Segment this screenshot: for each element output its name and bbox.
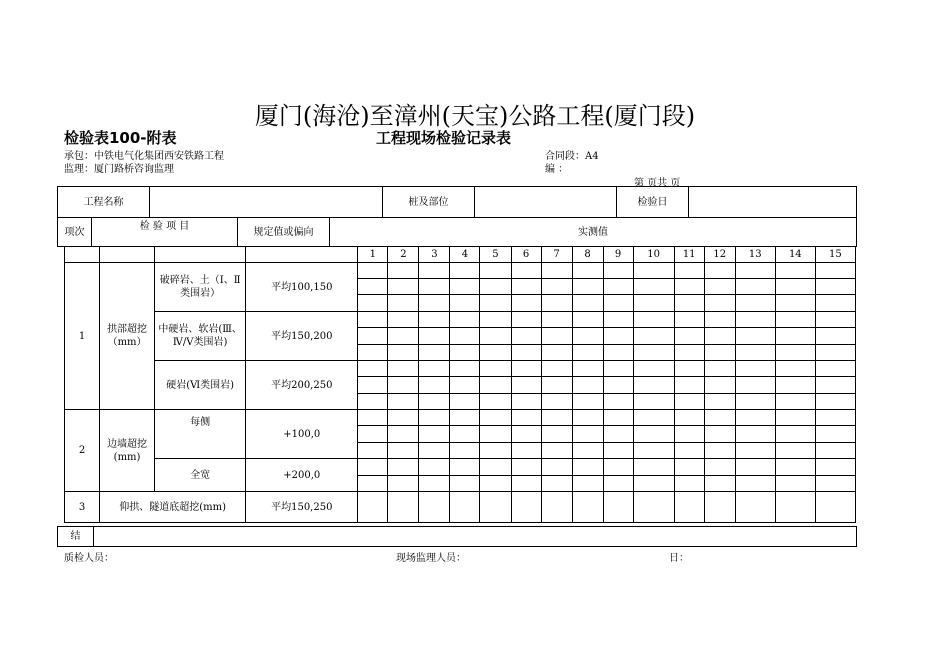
measurement-cell[interactable]: [674, 459, 704, 476]
measurement-cell[interactable]: [775, 410, 815, 426]
measurement-cell[interactable]: [388, 426, 419, 443]
measurement-cell[interactable]: [674, 426, 704, 443]
measurement-cell[interactable]: [815, 312, 855, 328]
measurement-cell[interactable]: [674, 263, 704, 279]
measurement-cell[interactable]: [572, 426, 603, 443]
item-3-name: 仰拱、隧道底超挖(mm): [100, 492, 246, 523]
project-name-label: 工程名称: [58, 187, 150, 218]
item-2-sub-2: 全宽: [155, 459, 246, 492]
measurement-cell[interactable]: [388, 394, 419, 410]
measure-col-header: 3: [419, 247, 450, 263]
measurement-cell[interactable]: [358, 328, 388, 345]
measurement-cell[interactable]: [775, 345, 815, 361]
inspection-date-label: 检验日: [617, 187, 689, 218]
measurement-cell[interactable]: [735, 345, 775, 361]
measurement-cell[interactable]: [388, 410, 419, 426]
measurement-cell[interactable]: [541, 328, 572, 345]
measurement-cell[interactable]: [572, 443, 603, 459]
measurement-cell[interactable]: [572, 476, 603, 492]
col-spec: 规定值或偏向: [238, 218, 330, 247]
measurement-cell[interactable]: [815, 459, 855, 476]
measurement-cell[interactable]: [633, 394, 674, 410]
measure-col-header: 12: [704, 247, 735, 263]
measurement-cell[interactable]: [775, 492, 815, 523]
measurement-cell[interactable]: [450, 279, 480, 295]
measurement-cell[interactable]: [419, 328, 450, 345]
measurement-cell[interactable]: [633, 410, 674, 426]
measurement-cell[interactable]: [388, 312, 419, 328]
measurement-cell[interactable]: [572, 459, 603, 476]
measurement-cell[interactable]: [704, 410, 735, 426]
measurement-cell[interactable]: [704, 443, 735, 459]
measurement-cell[interactable]: [358, 295, 388, 312]
measurement-cell[interactable]: [572, 394, 603, 410]
measurement-cell[interactable]: [735, 377, 775, 394]
measurement-cell[interactable]: [704, 328, 735, 345]
measure-col-header: 2: [388, 247, 419, 263]
item-2-no: 2: [65, 410, 100, 492]
measurement-cell[interactable]: [358, 312, 388, 328]
measurement-cell[interactable]: [358, 377, 388, 394]
conclusion-label: 结: [58, 527, 94, 547]
measurement-cell[interactable]: [419, 492, 450, 523]
measurement-cell[interactable]: [603, 459, 633, 476]
measurement-cell[interactable]: [572, 492, 603, 523]
measurement-cell[interactable]: [633, 492, 674, 523]
measurement-cell[interactable]: [541, 377, 572, 394]
measurement-cell[interactable]: [419, 426, 450, 443]
measure-col-header: 14: [775, 247, 815, 263]
measurement-cell[interactable]: [419, 345, 450, 361]
measurement-cell[interactable]: [674, 361, 704, 377]
measurement-cell[interactable]: [775, 328, 815, 345]
measurement-cell[interactable]: [633, 263, 674, 279]
measurement-cell[interactable]: [388, 345, 419, 361]
measurement-cell[interactable]: [704, 394, 735, 410]
measurement-cell[interactable]: [511, 394, 541, 410]
measurement-cell[interactable]: [674, 410, 704, 426]
document-title: 厦门(海沧)至漳州(天宝)公路工程(厦门段): [254, 102, 696, 130]
measurement-cell[interactable]: [450, 263, 480, 279]
col-measured: 实测值: [330, 218, 857, 247]
measure-col-header: 5: [480, 247, 511, 263]
measurement-cell[interactable]: [480, 492, 511, 523]
measurement-cell[interactable]: [704, 312, 735, 328]
measurement-cell[interactable]: [815, 394, 855, 410]
measurement-cell[interactable]: [815, 443, 855, 459]
measurement-cell[interactable]: [603, 328, 633, 345]
measurement-cell[interactable]: [541, 361, 572, 377]
measurement-cell[interactable]: [480, 476, 511, 492]
measurement-cell[interactable]: [603, 312, 633, 328]
measurement-cell[interactable]: [735, 263, 775, 279]
measurement-cell[interactable]: [419, 394, 450, 410]
measurement-cell[interactable]: [511, 443, 541, 459]
measurement-cell[interactable]: [541, 394, 572, 410]
measurement-cell[interactable]: [480, 377, 511, 394]
station-field[interactable]: [475, 187, 617, 218]
measurement-cell[interactable]: [572, 345, 603, 361]
measurement-cell[interactable]: [388, 279, 419, 295]
measurement-cell[interactable]: [704, 279, 735, 295]
measurement-cell[interactable]: [775, 279, 815, 295]
measurement-cell[interactable]: [419, 377, 450, 394]
measurement-cell[interactable]: [775, 426, 815, 443]
measurement-cell[interactable]: [633, 377, 674, 394]
measurement-cell[interactable]: [775, 377, 815, 394]
item-1-name: 拱部超挖（mm）: [100, 263, 155, 410]
measurement-cell[interactable]: [388, 328, 419, 345]
measurement-cell[interactable]: [388, 492, 419, 523]
item-1-sub-2: 中硬岩、软岩(Ⅲ、Ⅳ/V类围岩): [155, 312, 246, 361]
info-table: [57, 186, 857, 218]
measurement-cell[interactable]: [603, 377, 633, 394]
measure-col-header: 10: [633, 247, 674, 263]
measurement-cell[interactable]: [511, 345, 541, 361]
measurement-cell[interactable]: [419, 263, 450, 279]
item-1-no: 1: [65, 263, 100, 410]
item-2-sub-2-spec: +200,0: [246, 459, 358, 492]
supervisor-line: 监理：厦门路桥咨询监理: [64, 164, 174, 175]
measurement-cell[interactable]: [388, 443, 419, 459]
measurement-cell[interactable]: [735, 295, 775, 312]
measurement-cell[interactable]: [388, 377, 419, 394]
measurement-cell[interactable]: [735, 492, 775, 523]
measurement-cell[interactable]: [388, 476, 419, 492]
measurement-cell[interactable]: [419, 410, 450, 426]
measurement-cell[interactable]: [450, 476, 480, 492]
measurement-cell[interactable]: [541, 410, 572, 426]
measurement-cell[interactable]: [480, 426, 511, 443]
measurement-cell[interactable]: [541, 312, 572, 328]
measurement-cell[interactable]: [388, 295, 419, 312]
measurement-cell[interactable]: [735, 394, 775, 410]
measurement-cell[interactable]: [633, 312, 674, 328]
serial-number: 编 ：: [545, 164, 569, 175]
measure-col-header: 1: [358, 247, 388, 263]
measurement-cell[interactable]: [358, 459, 388, 476]
measurement-cell[interactable]: [815, 295, 855, 312]
measurement-cell[interactable]: [775, 476, 815, 492]
measurement-cell[interactable]: [480, 410, 511, 426]
measurement-cell[interactable]: [674, 492, 704, 523]
measurement-cell[interactable]: [775, 312, 815, 328]
measure-col-header: 15: [815, 247, 855, 263]
measurement-cell[interactable]: [775, 459, 815, 476]
measurement-cell[interactable]: [572, 279, 603, 295]
measurement-cell[interactable]: [633, 426, 674, 443]
measurement-cell[interactable]: [572, 410, 603, 426]
measurement-cell[interactable]: [775, 443, 815, 459]
project-name-field[interactable]: [150, 187, 383, 218]
measurement-cell[interactable]: [603, 443, 633, 459]
measurement-cell[interactable]: [674, 279, 704, 295]
conclusion-field[interactable]: [94, 527, 857, 547]
measurement-cell[interactable]: [704, 345, 735, 361]
measurement-cell[interactable]: [674, 394, 704, 410]
measurement-cell[interactable]: [450, 328, 480, 345]
item-1-sub-1: 破碎岩、土（Ⅰ、Ⅱ类围岩）: [155, 263, 246, 312]
form-number: 检验表100-附表: [64, 129, 177, 147]
measure-col-header: 11: [674, 247, 704, 263]
measurement-cell[interactable]: [735, 328, 775, 345]
measurement-cell[interactable]: [735, 410, 775, 426]
measurement-cell[interactable]: [704, 492, 735, 523]
measurement-cell[interactable]: [674, 295, 704, 312]
measurement-cell[interactable]: [603, 476, 633, 492]
measurement-cell[interactable]: [704, 476, 735, 492]
measurement-cell[interactable]: [815, 328, 855, 345]
measurement-cell[interactable]: [541, 279, 572, 295]
measurement-cell[interactable]: [603, 410, 633, 426]
measurement-cell[interactable]: [419, 295, 450, 312]
measurement-cell[interactable]: [541, 345, 572, 361]
inspector-label: 质检人员：: [64, 553, 114, 564]
measure-col-header: 8: [572, 247, 603, 263]
measurement-cell[interactable]: [358, 410, 388, 426]
measurement-cell[interactable]: [603, 295, 633, 312]
measurement-cell[interactable]: [358, 279, 388, 295]
measurement-cell[interactable]: [511, 410, 541, 426]
measurement-cell[interactable]: [511, 476, 541, 492]
item-2-sub-1-spec: +100,0: [246, 410, 358, 459]
measurement-cell[interactable]: [450, 410, 480, 426]
page-info: 第 页共 页: [634, 178, 681, 189]
measurement-cell[interactable]: [358, 263, 388, 279]
column-header-table: [57, 217, 857, 247]
measurement-cell[interactable]: [815, 279, 855, 295]
measurement-cell[interactable]: [815, 263, 855, 279]
measurement-cell[interactable]: [541, 492, 572, 523]
measurement-cell[interactable]: [704, 459, 735, 476]
measurement-cell[interactable]: [358, 492, 388, 523]
measurement-cell[interactable]: [419, 312, 450, 328]
measurement-cell[interactable]: [450, 443, 480, 459]
measurement-cell[interactable]: [388, 361, 419, 377]
measurement-cell[interactable]: [572, 263, 603, 279]
measurement-cell[interactable]: [674, 345, 704, 361]
measurement-cell[interactable]: [480, 279, 511, 295]
item-1-sub-3-spec: 平均200,250: [246, 361, 358, 410]
contractor-line: 承包：中铁电气化集团西安铁路工程: [64, 151, 224, 162]
col-item-no: 项次: [58, 218, 92, 247]
item-1-sub-2-spec: 平均150,200: [246, 312, 358, 361]
measurement-cell[interactable]: [633, 476, 674, 492]
measurement-cell[interactable]: [674, 443, 704, 459]
measurement-cell[interactable]: [674, 312, 704, 328]
measurement-cell[interactable]: [775, 361, 815, 377]
measurement-cell[interactable]: [735, 426, 775, 443]
measurement-cell[interactable]: [358, 345, 388, 361]
measurement-cell[interactable]: [450, 492, 480, 523]
measurement-cell[interactable]: [419, 279, 450, 295]
measurement-cell[interactable]: [450, 394, 480, 410]
measurement-cell[interactable]: [815, 492, 855, 523]
measurement-cell[interactable]: [735, 312, 775, 328]
measurement-cell[interactable]: [480, 295, 511, 312]
measure-col-header: 9: [603, 247, 633, 263]
measurement-cell[interactable]: [815, 410, 855, 426]
measurement-cell[interactable]: [480, 394, 511, 410]
conclusion-table: [57, 526, 857, 547]
measurement-cell[interactable]: [511, 295, 541, 312]
measurement-cell[interactable]: [480, 459, 511, 476]
measure-col-header: 13: [735, 247, 775, 263]
form-subtitle: 工程现场检验记录表: [376, 129, 512, 147]
measurement-cell[interactable]: [511, 328, 541, 345]
measurement-cell[interactable]: [511, 492, 541, 523]
measurement-cell[interactable]: [541, 476, 572, 492]
measurement-cell[interactable]: [704, 361, 735, 377]
footer-date-label: 日：: [669, 553, 689, 564]
item-2-name: 边墙超挖(mm): [100, 410, 155, 492]
measurement-cell[interactable]: [419, 361, 450, 377]
measurement-cell[interactable]: [633, 459, 674, 476]
measurement-cell[interactable]: [480, 328, 511, 345]
inspection-date-field[interactable]: [689, 187, 857, 218]
measurement-cell[interactable]: [572, 295, 603, 312]
measurement-cell[interactable]: [450, 459, 480, 476]
measurement-cell[interactable]: [358, 443, 388, 459]
measurement-cell[interactable]: [511, 377, 541, 394]
measure-col-header: 4: [450, 247, 480, 263]
measurement-cell[interactable]: [674, 328, 704, 345]
measurement-cell[interactable]: [603, 361, 633, 377]
measure-col-header: 7: [541, 247, 572, 263]
measurement-cell[interactable]: [735, 476, 775, 492]
measurement-cell[interactable]: [815, 476, 855, 492]
site-supervisor-label: 现场监理人员：: [396, 553, 466, 564]
measurement-cell[interactable]: [541, 263, 572, 279]
measurement-cell[interactable]: [674, 377, 704, 394]
measurement-cell[interactable]: [704, 426, 735, 443]
measurement-cell[interactable]: [419, 443, 450, 459]
measurement-cell[interactable]: [633, 443, 674, 459]
measurement-cell[interactable]: [603, 279, 633, 295]
measurement-table: [64, 246, 856, 523]
measurement-cell[interactable]: [480, 443, 511, 459]
measurement-cell[interactable]: [572, 312, 603, 328]
measurement-cell[interactable]: [633, 295, 674, 312]
measurement-cell[interactable]: [450, 377, 480, 394]
measurement-cell[interactable]: [480, 263, 511, 279]
measure-col-header: 6: [511, 247, 541, 263]
measurement-cell[interactable]: [704, 295, 735, 312]
measurement-cell[interactable]: [603, 426, 633, 443]
measurement-cell[interactable]: [735, 361, 775, 377]
measurement-cell[interactable]: [704, 377, 735, 394]
col-item: 检 验 项 目: [92, 218, 238, 247]
measurement-cell[interactable]: [358, 361, 388, 377]
measurement-cell[interactable]: [480, 361, 511, 377]
measurement-cell[interactable]: [511, 459, 541, 476]
measurement-cell[interactable]: [775, 394, 815, 410]
measurement-cell[interactable]: [450, 312, 480, 328]
measurement-cell[interactable]: [704, 263, 735, 279]
measurement-cell[interactable]: [480, 312, 511, 328]
measurement-cell[interactable]: [511, 426, 541, 443]
item-3-no: 3: [65, 492, 100, 523]
measurement-cell[interactable]: [541, 426, 572, 443]
measurement-cell[interactable]: [419, 459, 450, 476]
item-1-sub-3: 硬岩(Ⅵ类围岩): [155, 361, 246, 410]
measurement-cell[interactable]: [775, 295, 815, 312]
measurement-cell[interactable]: [511, 279, 541, 295]
measurement-cell[interactable]: [674, 476, 704, 492]
measurement-cell[interactable]: [541, 443, 572, 459]
measurement-cell[interactable]: [603, 263, 633, 279]
measurement-cell[interactable]: [633, 345, 674, 361]
measurement-cell[interactable]: [450, 426, 480, 443]
measurement-cell[interactable]: [603, 394, 633, 410]
measurement-cell[interactable]: [735, 459, 775, 476]
measurement-cell[interactable]: [815, 377, 855, 394]
measurement-cell[interactable]: [541, 459, 572, 476]
measurement-cell[interactable]: [572, 328, 603, 345]
measurement-cell[interactable]: [633, 328, 674, 345]
measurement-cell[interactable]: [541, 295, 572, 312]
measurement-cell[interactable]: [775, 263, 815, 279]
measurement-cell[interactable]: [603, 492, 633, 523]
measurement-cell[interactable]: [419, 476, 450, 492]
item-1-sub-1-spec: 平均100,150: [246, 263, 358, 312]
measurement-cell[interactable]: [572, 377, 603, 394]
measurement-cell[interactable]: [450, 361, 480, 377]
measurement-cell[interactable]: [572, 361, 603, 377]
measurement-cell[interactable]: [511, 361, 541, 377]
item-3-spec: 平均150,250: [246, 492, 358, 523]
measurement-cell[interactable]: [511, 263, 541, 279]
measurement-cell[interactable]: [815, 345, 855, 361]
measurement-cell[interactable]: [511, 312, 541, 328]
measurement-cell[interactable]: [480, 345, 511, 361]
measurement-cell[interactable]: [633, 361, 674, 377]
contract-section: 合同段：A4: [545, 151, 599, 162]
measurement-cell[interactable]: [358, 476, 388, 492]
measurement-cell[interactable]: [388, 263, 419, 279]
measurement-cell[interactable]: [815, 361, 855, 377]
measurement-cell[interactable]: [450, 345, 480, 361]
measurement-cell[interactable]: [735, 443, 775, 459]
item-2-sub-1: 每侧: [155, 410, 246, 459]
measurement-cell[interactable]: [450, 295, 480, 312]
measurement-cell[interactable]: [633, 279, 674, 295]
measurement-cell[interactable]: [815, 426, 855, 443]
measurement-cell[interactable]: [358, 394, 388, 410]
station-label: 桩及部位: [383, 187, 475, 218]
measurement-cell[interactable]: [735, 279, 775, 295]
measurement-cell[interactable]: [358, 426, 388, 443]
measurement-cell[interactable]: [603, 345, 633, 361]
measurement-cell[interactable]: [388, 459, 419, 476]
